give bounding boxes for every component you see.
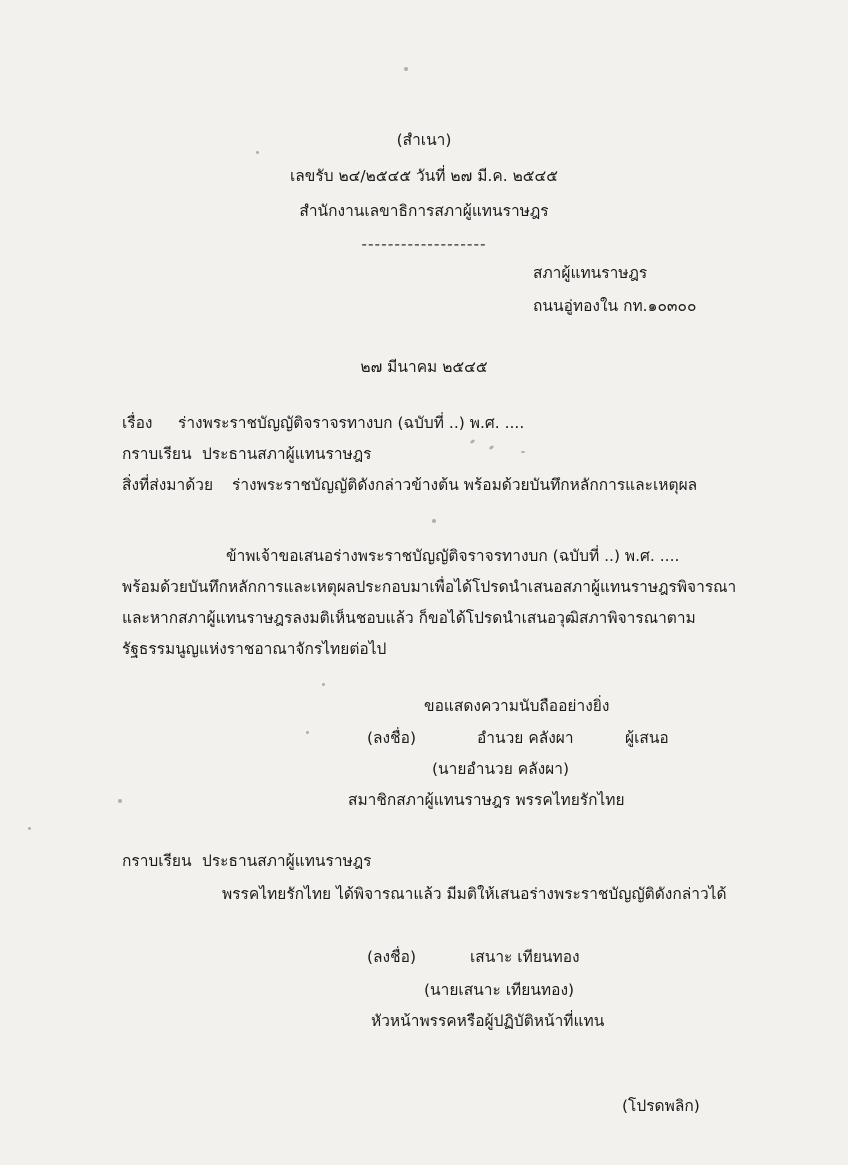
address-line-1: สภาผู้แทนราษฎร xyxy=(533,264,648,282)
signature-2-position: หัวหน้าพรรคหรือผู้ปฏิบัติหน้าที่แทน xyxy=(371,1012,605,1030)
signature-1-position: สมาชิกสภาผู้แทนราษฎร พรรคไทยรักไทย xyxy=(348,791,625,809)
scan-speck xyxy=(470,439,476,444)
scan-speck xyxy=(306,731,309,734)
address-line-2: ถนนอู่ทองใน กท.๑๐๓๐๐ xyxy=(533,297,697,315)
header-divider: ------------------- xyxy=(361,235,487,253)
footer-note: (โปรดพลิก) xyxy=(622,1097,700,1115)
signature-1-name-paren: (นายอำนวย คลังผา) xyxy=(432,760,570,778)
scan-speck xyxy=(28,827,31,830)
signature-1-role: ผู้เสนอ xyxy=(625,729,669,747)
body-line-2: พร้อมด้วยบันทึกหลักการและเหตุผลประกอบมาเพื่อได้โปรดนำเสนอสภาผู้แทนราษฎรพิจารณา xyxy=(122,578,737,596)
body-line-4: รัฐธรรมนูญแห่งราชอาณาจักรไทยต่อไป xyxy=(122,640,387,658)
signature-2-label: (ลงชื่อ) xyxy=(367,948,416,966)
signature-2-name-paren: (นายเสนาะ เทียนทอง) xyxy=(424,981,575,999)
second-recipient-value: ประธานสภาผู้แทนราษฎร xyxy=(202,852,372,870)
scan-speck xyxy=(432,519,436,523)
enclosure-label: สิ่งที่ส่งมาด้วย xyxy=(122,476,214,494)
scan-speck xyxy=(118,799,122,803)
office-name: สำนักงานเลขาธิการสภาผู้แทนราษฎร xyxy=(299,202,549,220)
receipt-line: เลขรับ ๒๔/๒๕๔๕ วันที่ ๒๗ มี.ค. ๒๕๔๕ xyxy=(289,167,558,185)
scan-speck xyxy=(489,445,495,450)
signature-2-name: เสนาะ เทียนทอง xyxy=(470,948,580,966)
subject-value: ร่างพระราชบัญญัติจราจรทางบก (ฉบับที่ ..) พ.ศ. .... xyxy=(178,414,525,432)
body-line-3: และหากสภาผู้แทนราษฎรลงมติเห็นชอบแล้ว ก็ขอได้โปรดนำเสนอวุฒิสภาพิจารณาตาม xyxy=(122,609,696,627)
party-statement: พรรคไทยรักไทย ได้พิจารณาแล้ว มีมติให้เสนอร่างพระราชบัญญัติดังกล่าวได้ xyxy=(222,885,727,903)
signature-1-name: อำนวย คลังผา xyxy=(477,729,574,747)
document-date: ๒๗ มีนาคม ๒๕๔๕ xyxy=(360,358,488,376)
scan-speck xyxy=(322,683,325,686)
scan-speck xyxy=(404,67,408,71)
closing-phrase: ขอแสดงความนับถืออย่างยิ่ง xyxy=(424,697,610,715)
enclosure-value: ร่างพระราชบัญญัติดังกล่าวข้างต้น พร้อมด้วยบันทึกหลักการและเหตุผล xyxy=(232,476,698,494)
scan-speck xyxy=(521,451,525,453)
copy-mark: (สำเนา) xyxy=(396,131,452,149)
signature-1-label: (ลงชื่อ) xyxy=(367,729,416,747)
recipient-value: ประธานสภาผู้แทนราษฎร xyxy=(202,445,372,463)
second-recipient-label: กราบเรียน xyxy=(122,852,192,870)
subject-label: เรื่อง xyxy=(122,414,153,432)
body-line-1: ข้าพเจ้าขอเสนอร่างพระราชบัญญัติจราจรทางบก (ฉบับที่ ..) พ.ศ. .... xyxy=(226,547,680,565)
recipient-label: กราบเรียน xyxy=(122,445,192,463)
